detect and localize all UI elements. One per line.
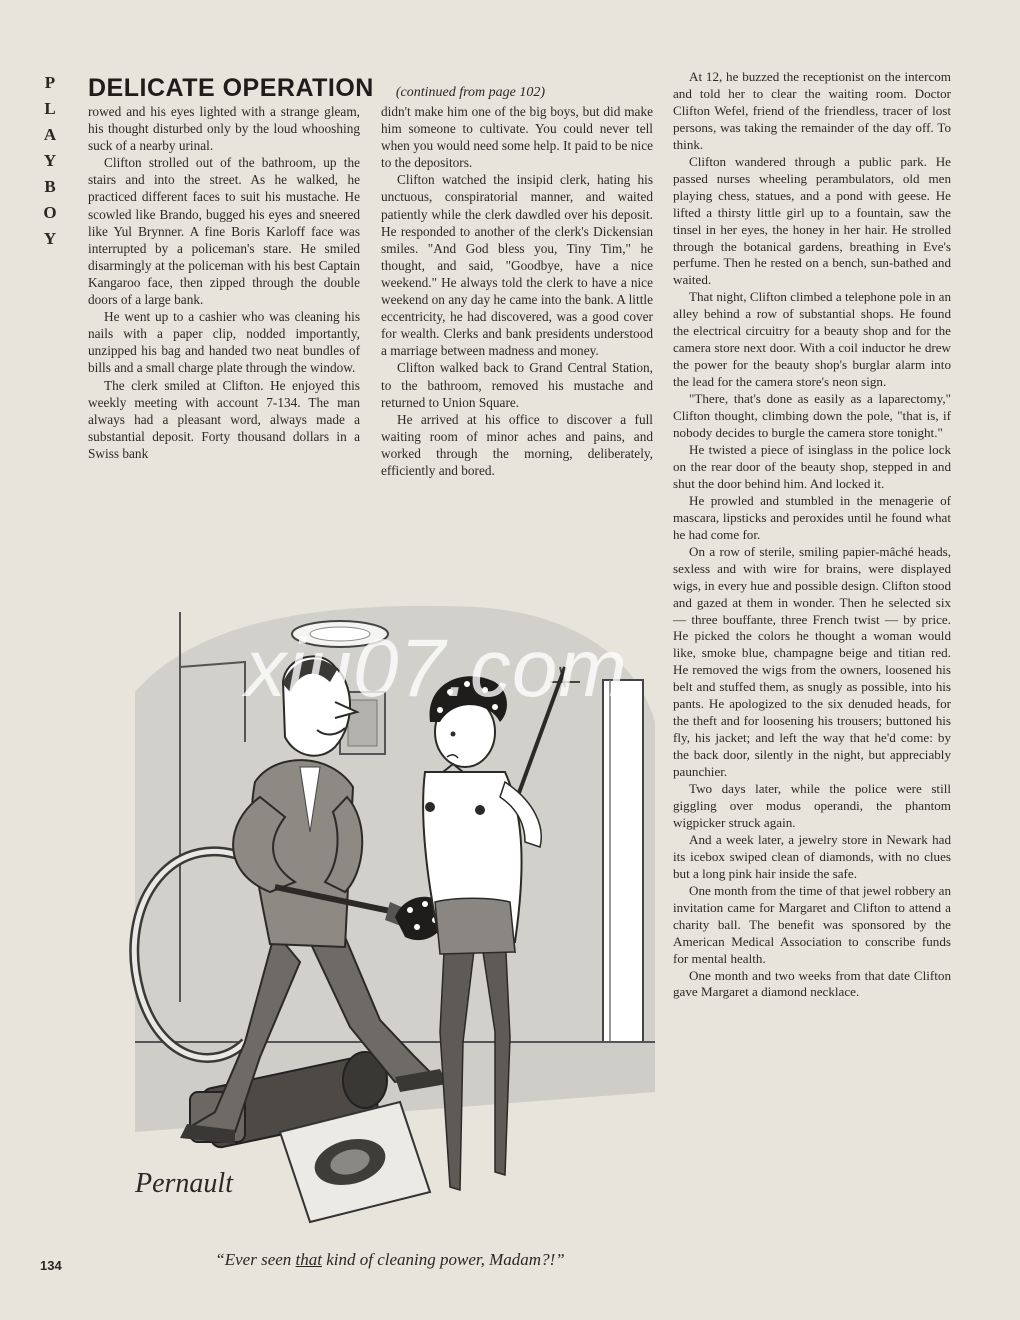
spine-letter: O — [43, 203, 57, 222]
spine-letter: Y — [43, 229, 57, 248]
spine-letter: Y — [43, 151, 57, 170]
watermark: xiu07.com — [245, 623, 628, 714]
spine-letter: A — [43, 125, 57, 144]
page-number: 134 — [40, 1258, 62, 1273]
text-column-2 — [381, 103, 653, 479]
paragraph: At 12, he buzzed the receptionist on the intercom and told her to clear the waiting room. Doctor Clifton Wefel, friend of the friendless, tracer of lost persons, was taking the remainder of the day off. To think. — [673, 69, 951, 152]
paragraph: One month from the time of that jewel robbery an invitation came for Margaret and Clifton to attend a charity ball. The benefit was sponsored by the American Medical Association to conscribe funds for mental health. — [673, 882, 951, 966]
paragraph: And a week later, a jewelry store in Newark had its icebox swiped clean of diamonds, with no clues but a long pink hair inside the safe. — [673, 831, 951, 881]
paragraph: He went up to a cashier who was cleaning his nails with a paper clip, nodded importantly, unzipped his bag and handed two neat bundles of bills and a small charge plate through the window. — [88, 309, 360, 376]
paragraph: One month and two weeks from that date Clifton gave Margaret a diamond necklace. — [673, 967, 951, 1000]
spine-letter: B — [44, 177, 56, 196]
caption-text: kind of cleaning power, Madam?!” — [322, 1250, 565, 1269]
caption-text: “Ever seen — [215, 1250, 296, 1269]
paragraph: On a row of sterile, smiling papier-mâché heads, sexless and with wire for brains, were displayed wigs, in every hue and possible design. Clifton stood and gazed at them in wonder. Then he selected six — three bouffante, three French twist — by price. He picked the colors he thought a woman would like, smoke blue, champagne beige and titian red. He removed the wigs from the owners, loosened his belt and stuffed them, as snugly as possible, into his pants. He apologized to the six denuded heads, for the theft and for loosening his trousers; buttoned his fly, his jacket; and left the way that he'd come: by the back door, silently in the night, but appreciably paunchier. — [673, 543, 951, 780]
article-headline — [88, 74, 545, 106]
cartoon-caption — [140, 1250, 640, 1270]
paragraph: Clifton watched the insipid clerk, hating his unctuous, conspiratorial manner, and waited patiently while the clerk dawdled over his deposit. He responded to another of the clerk's Dickensian smiles. "And God bless you, Tiny Tim," he thought, and said, "Goodbye, have a nice weekend." He always told the clerk to have a nice weekend on any day he came into the bank. A little eccentricity, he had discovered, was a good cover for wealth. Clerks and bank presidents understood a marriage between madness and money. — [381, 172, 653, 359]
spine-letter: P — [44, 73, 56, 92]
paragraph: He arrived at his office to discover a full waiting room of minor aches and pains, and worked through the morning, deliberately, efficiently and bored. — [381, 411, 653, 478]
spine-letter: L — [44, 99, 56, 118]
paragraph: Clifton strolled out of the bathroom, up the stairs and into the street. As he walked, he practiced different faces to suit his mustache. He scowled like Brando, bugged his eyes and sneered like Yul Brynner. A fine Boris Karloff face was interrupted by a policeman's stare. He smiled disarmingly at the policeman with his best Captain Kangaroo face, then zipped through the double doors of a large bank. — [88, 155, 360, 308]
paragraph: He twisted a piece of isinglass in the police lock on the rear door of the beauty shop, stepped in and shut the door behind him. And locked it. — [673, 441, 951, 491]
text-column-1 — [88, 103, 360, 462]
paragraph: The clerk smiled at Clifton. He enjoyed this weekly meeting with account 7-134. The man always had a pleasant word, always made a substantial deposit. Forty thousand dollars in a Swiss bank — [88, 377, 360, 461]
caption-emphasis: that — [295, 1250, 322, 1269]
paragraph: didn't make him one of the big boys, but did make him someone to cultivate. You could never tell when you would need some help. It paid to be nice to the depositors. — [381, 104, 653, 171]
paragraph: "There, that's done as easily as a laparectomy," Clifton thought, climbing down the pole, "that is, if nobody decides to burgle the camera store tonight." — [673, 391, 951, 441]
text-column-3 — [673, 69, 951, 1001]
paragraph: He prowled and stumbled in the menagerie of mascara, lipsticks and peroxides until he found what he had come for. — [673, 492, 951, 542]
paragraph: Clifton wandered through a public park. He passed nurses wheeling perambulators, old men playing chess, statues, and a pond with geese. He lifted a thirsty little girl up to a fountain, saw the tinsel in her eyes, the honey in her hair. He strolled through the botanical gardens, breathing in Eve's perfume. Then he rested on a bench, sun-bathed and waited. — [673, 153, 951, 288]
paragraph: Two days later, while the police were still giggling over modus operandi, the phantom wigpicker struck again. — [673, 781, 951, 830]
paragraph: Clifton walked back to Grand Central Station, to the bathroom, removed his mustache and returned to Union Square. — [381, 360, 653, 410]
paragraph: rowed and his eyes lighted with a strange gleam, his thought disturbed only by the loud whooshing suck of a nearby urinal. — [88, 104, 360, 154]
magazine-spine-label — [40, 70, 60, 252]
continued-note: (continued from page 102) — [395, 85, 546, 100]
artist-signature: Pernault — [135, 1168, 233, 1199]
paragraph: That night, Clifton climbed a telephone pole in an alley behind a row of substantial shops. He found the electrical circuitry for a beauty shop and for the camera store next door. With a coil inductor he drew the power for the beauty shop's burglar alarm into the lead for the camera store's neon sign. — [673, 289, 951, 390]
article-title: DELICATE OPERATION — [88, 74, 374, 102]
